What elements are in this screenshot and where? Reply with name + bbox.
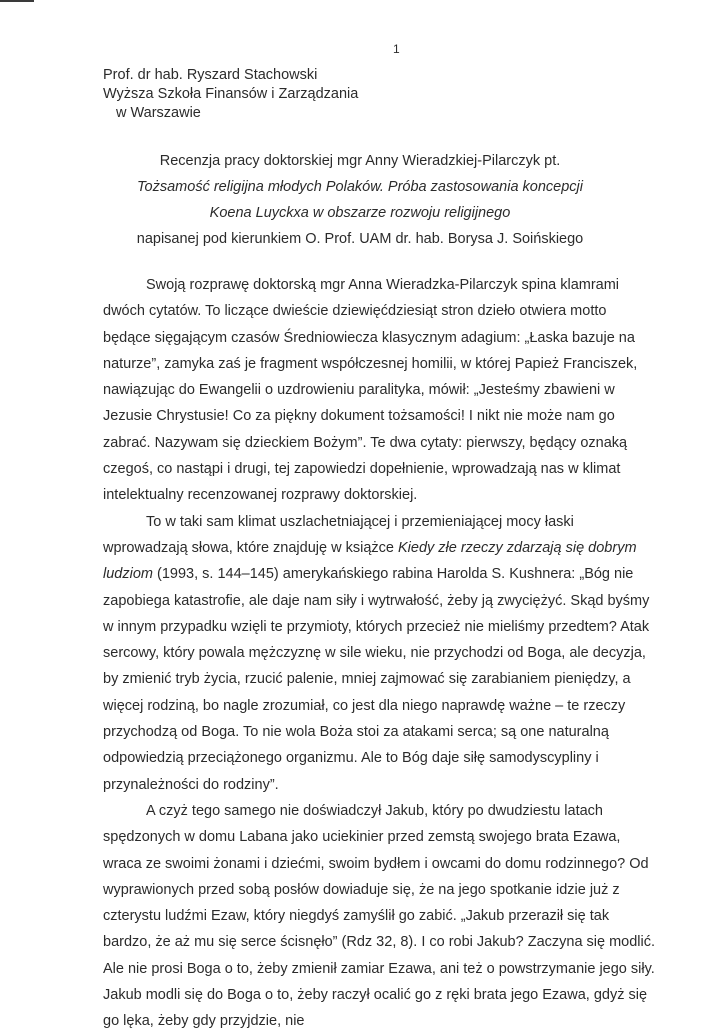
author-institution: Wyższa Szkoła Finansów i Zarządzania (103, 86, 359, 102)
page-number: 1 (393, 42, 400, 56)
author-city: w Warszawie (116, 105, 201, 121)
paragraph-1: Swoją rozprawę doktorską mgr Anna Wieradzka-Pilarczyk spina klamrami dwóch cytatów. To liczące dwieście dziewięćdziesiąt stron dzieło otwiera motto będące sięgającym czasów Średniowiecza klasycznym adagium: „Łaska bazuje na naturze”, zamyka zaś je fragment współczesnej homilii, w której Papież Franciszek, nawiązując do Ewangelii o uzdrowieniu paralityka, mówił: „Jesteśmy zbawieni w Jezusie Chrystusie! Co za piękny dokument tożsamości! I nikt nie może nam go zabrać. Nazywam się dzieckiem Bożym”. Te dwa cytaty: pierwszy, będący oznaką czegoś, co nastąpi i drugi, tej zapowiedzi dopełnienie, wprowadzają nas w klimat intelektualny recenzowanej rozprawy doktorskiej. (103, 277, 638, 504)
title-line-1: Recenzja pracy doktorskiej mgr Anny Wieradzkiej-Pilarczyk pt. (159, 153, 561, 169)
author-name: Prof. dr hab. Ryszard Stachowski (103, 67, 318, 83)
review-title (130, 148, 590, 252)
book-title: Kiedy złe rzeczy zdarzają się dobrym ludziom (103, 539, 637, 583)
paragraph-3: A czyż tego samego nie doświadczył Jakub, który po dwudziestu latach spędzonych w domu Labana jako uciekinier przed zemstą swojego brata Ezawa, wraca ze swoimi żonami i dziećmi, swoim bydłem i owcami do domu rodzinnego? Od wyprawionych przed sobą posłów dowiaduje się, że na jego spotkanie idzie już z czterystu ludźmi Ezaw, który niegdyś zamyślił go zabić. „Jakub przeraził się tak bardzo, że aż mu się serce ścisnęło” (Rdz 32, 8). I co robi Jakub? Zaczyna się modlić. Ale nie prosi Boga o to, żeby zmienił zamiar Ezawa, ani też o powstrzymanie jego siły. Jakub modli się do Boga o to, żeby raczył ocalić go z ręki brata jego Ezawa, gdyż się go lęka, żeby gdy przyjdzie, nie (103, 802, 656, 1030)
title-line-4: napisanej pod kierunkiem O. Prof. UAM dr. hab. Borysa J. Soińskiego (136, 231, 584, 247)
scan-corner-mark (0, 0, 34, 2)
paragraph-2 (103, 509, 656, 798)
body-text (103, 272, 656, 1035)
paragraph-2-start: To w taki sam klimat uszlachetniającej i przemieniającej mocy łaski wprowadzają słowa, które znajduję w książce (103, 513, 574, 556)
author-block (103, 66, 358, 123)
title-line-2: Tożsamość religijna młodych Polaków. Próba zastosowania koncepcji (137, 179, 583, 195)
paragraph-2-end: (1993, s. 144–145) amerykańskiego rabina Harolda S. Kushnera: „Bóg nie zapobiega katastrofie, ale daje nam siły i wytrwałość, żeby ją zwyciężyć. Skąd byśmy w innym przypadku wzięli te przymioty, których przecież nie mieliśmy przedtem? Atak sercowy, który powala mężczyznę w sile wieku, nie przychodzi od Boga, ale decyzja, by zmienić tryb życia, rzucić palenie, mniej zajmować się zarabianiem pieniędzy, a więcej rodziną, bo nagle zrozumiał, co jest dla niego naprawdę ważne – te rzeczy przychodzą od Boga. To nie wola Boża stoi za atakami serca; są one naturalną odpowiedzią przeciążonego organizmu. Ale to Bóg daje siłę samodyscypliny i przynależności do rodziny”. (103, 566, 650, 793)
title-line-3: Koena Luyckxa w obszarze rozwoju religijnego (209, 205, 511, 221)
